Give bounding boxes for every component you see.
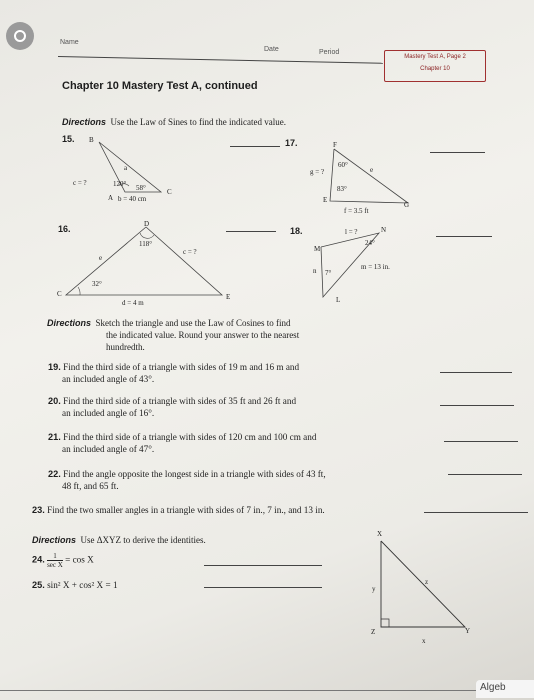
p16-vertex-D: D — [144, 220, 150, 228]
p15-side-a: a — [124, 164, 128, 172]
xyz-side-z: z — [425, 578, 429, 586]
p18-vertex-N: N — [381, 226, 387, 234]
question-21-number: 21. — [48, 432, 61, 442]
p18-vertex-M: M — [314, 245, 321, 253]
p16-vertex-C: C — [57, 290, 62, 298]
p16-angle-32: 32° — [92, 280, 102, 288]
triangle-xyz-outline — [381, 541, 465, 627]
answer-line-23 — [424, 512, 528, 513]
p17-side-f: f = 3.5 ft — [344, 207, 369, 215]
p15-angle-120: 120° — [113, 180, 127, 188]
xyz-vertex-Y: Y — [465, 627, 471, 635]
xyz-vertex-Z: Z — [371, 628, 376, 636]
directions-word-2: Directions — [47, 318, 92, 328]
fraction-numerator: 1 — [47, 552, 63, 561]
question-22-line1: Find the angle opposite the longest side in a triangle with sides of 43 ft, — [63, 469, 326, 479]
triangle-17-outline — [330, 149, 408, 203]
question-20-line2: an included angle of 16°. — [62, 407, 155, 418]
p18-angle-7: 7° — [325, 269, 332, 277]
p15-vertex-A: A — [108, 194, 114, 202]
problem-18-number: 18. — [290, 226, 303, 236]
right-angle-mark — [381, 619, 389, 627]
problem-25-text: sin² X + cos² X = 1 — [47, 580, 118, 590]
xyz-side-x: x — [422, 637, 426, 645]
directions-sines — [62, 117, 286, 127]
triangle-16-arc-left — [78, 287, 80, 295]
question-19-line2: an included angle of 43°. — [62, 373, 155, 384]
p15-side-c: c = ? — [73, 179, 87, 187]
directions-word-3: Directions — [32, 535, 77, 545]
problem-16-number: 16. — [58, 224, 71, 234]
answer-line-17 — [430, 152, 485, 153]
p17-angle-60: 60° — [338, 161, 348, 169]
badge-line2: Chapter 10 — [420, 66, 450, 72]
directions-cosines-line3: hundredth. — [106, 342, 145, 352]
triangle-17 — [318, 145, 418, 215]
p16-side-d: d = 4 m — [122, 299, 144, 307]
p17-vertex-E: E — [323, 196, 328, 204]
period-label: Period — [319, 49, 340, 56]
xyz-side-y: y — [372, 585, 376, 593]
directions-identities — [32, 535, 206, 545]
question-22-number: 22. — [48, 469, 61, 479]
date-label: Date — [264, 46, 279, 53]
p16-angle-118: 118° — [139, 240, 153, 248]
answer-line-18 — [436, 236, 492, 237]
page-bottom-edge — [0, 690, 534, 691]
problem-17-number: 17. — [285, 138, 298, 148]
directions-cosines — [47, 318, 290, 329]
question-19 — [48, 362, 299, 385]
p17-angle-83: 83° — [337, 185, 347, 193]
question-20 — [48, 396, 296, 419]
question-22-line2: 48 ft, and 65 ft. — [62, 480, 119, 491]
question-19-line1: Find the third side of a triangle with sides of 19 m and 16 m and — [63, 362, 300, 372]
header-line — [58, 56, 383, 64]
p18-side-m: m = 13 in. — [361, 263, 390, 271]
triangle-16-outline — [66, 227, 222, 295]
p16-vertex-E: E — [226, 293, 231, 301]
p17-vertex-G: G — [404, 201, 410, 209]
fraction-denominator: sec X — [47, 561, 63, 569]
p17-side-e: e — [370, 166, 374, 174]
directions-identities-text: Use ΔXYZ to derive the identities. — [80, 535, 206, 545]
algebra-button-label: Algeb — [480, 682, 506, 693]
answer-line-22 — [448, 474, 522, 475]
question-20-line1: Find the third side of a triangle with sides of 35 ft and 26 ft and — [63, 396, 297, 406]
question-23 — [32, 505, 325, 517]
directions-cosines-line2: the indicated value. Round your answer to the nearest — [106, 330, 300, 340]
question-23-line1: Find the two smaller angles in a triangle with sides of 7 in., 7 in., and 13 in. — [47, 505, 325, 515]
p16-side-e: e — [99, 254, 103, 262]
question-22 — [48, 469, 326, 492]
p18-side-l: l = ? — [345, 228, 358, 236]
answer-line-15 — [230, 146, 280, 147]
question-21 — [48, 432, 316, 455]
problem-24-rest: = cos X — [65, 554, 94, 565]
page-title: Chapter 10 Mastery Test A, continued — [62, 80, 258, 92]
algebra-button[interactable] — [476, 680, 534, 698]
answer-line-25 — [204, 587, 322, 588]
question-19-number: 19. — [48, 362, 61, 372]
question-21-line2: an included angle of 47°. — [62, 443, 155, 454]
p17-vertex-F: F — [333, 141, 337, 149]
triangle-16-arc-top — [140, 233, 154, 238]
xyz-vertex-X: X — [377, 530, 383, 538]
p17-side-g: g = ? — [310, 168, 325, 176]
answer-line-19 — [440, 372, 512, 373]
p18-side-n: n — [313, 267, 317, 275]
directions-cosines-line1: Sketch the triangle and use the Law of Cosines to find — [95, 318, 291, 328]
p15-vertex-C: C — [167, 188, 172, 196]
p16-side-c: c = ? — [183, 248, 197, 256]
answer-line-16 — [226, 231, 276, 232]
answer-line-21 — [444, 441, 518, 442]
answer-line-24 — [204, 565, 322, 566]
question-21-line1: Find the third side of a triangle with sides of 120 cm and 100 cm and — [63, 432, 317, 442]
problem-15-number: 15. — [62, 134, 75, 144]
camera-icon[interactable] — [6, 22, 34, 50]
problem-25 — [32, 580, 118, 592]
question-20-number: 20. — [48, 396, 61, 406]
p15-vertex-B: B — [89, 136, 94, 144]
triangle-16 — [62, 225, 232, 305]
problem-25-number: 25. — [32, 580, 45, 590]
question-23-number: 23. — [32, 505, 45, 515]
p15-side-b: b = 40 cm — [118, 195, 147, 203]
problem-24 — [32, 552, 94, 569]
p18-vertex-L: L — [336, 296, 341, 304]
problem-24-fraction — [47, 552, 63, 569]
test-badge — [384, 50, 486, 82]
triangle-15-outline — [99, 142, 161, 192]
problem-24-number: 24. — [32, 554, 45, 565]
p18-angle-24: 24° — [365, 239, 375, 247]
answer-line-20 — [440, 405, 514, 406]
name-label: Name — [60, 39, 79, 46]
badge-line1: Mastery Test A, Page 2 — [404, 54, 466, 60]
directions-text: Use the Law of Sines to find the indicated value. — [110, 117, 286, 127]
directions-word: Directions — [62, 117, 107, 127]
p15-angle-58: 58° — [136, 184, 146, 192]
